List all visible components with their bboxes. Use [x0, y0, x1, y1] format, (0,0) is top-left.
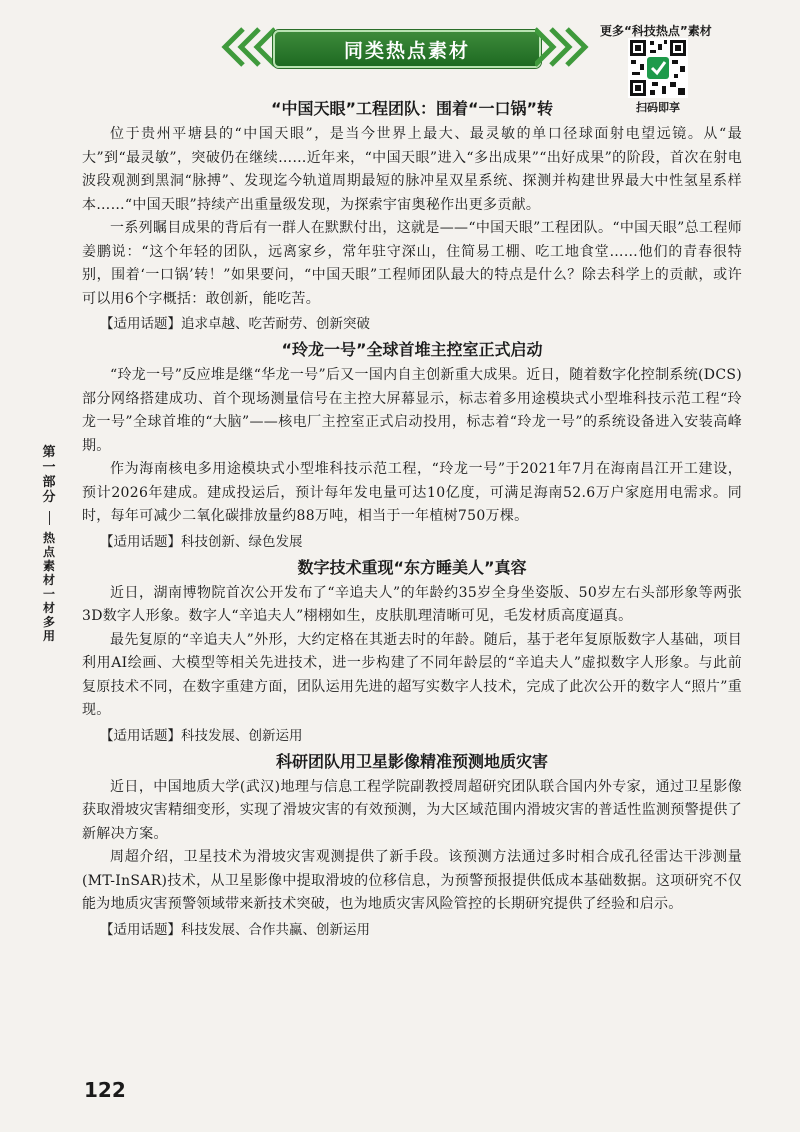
chevron-left-icon — [215, 26, 275, 68]
chevron-right-icon — [535, 26, 595, 68]
qr-code-icon[interactable] — [628, 38, 688, 98]
banner-label-box — [273, 30, 541, 68]
article-fast-team — [82, 98, 742, 335]
article-title: 数字技术重现“东方睡美人”真容 — [297, 557, 527, 577]
side-part-label: 第一部分 — [42, 445, 56, 505]
page-number: 122 — [84, 1078, 126, 1102]
article-paragraph: 位于贵州平塘县的“中国天眼”，是当今世界上最大、最灵敏的单口径球面射电望远镜。从“最大”到“最灵敏”，突破仍在继续……近年来，“中国天眼”进入“多出成果”“出好成果”的阶段，首次在射电波段观测到黑洞“脉搏”、发现迄今轨道周期最短的脉冲星双星系统、探测并构建世界最大中性氢星系样本……“中国天眼”持续产出重量级发现，为探索宇宙奥秘作出更多贡献。 — [82, 126, 742, 213]
article-list — [82, 98, 742, 945]
article-topics: 【适用话题】追求卓越、吃苦耐劳、创新突破 — [100, 316, 370, 332]
article-satellite-geohazard — [82, 751, 742, 941]
side-divider — [49, 511, 50, 525]
article-paragraph: 最先复原的“辛追夫人”外形，大约定格在其逝去时的年龄。随后，基于老年复原版数字人基础，项目利用AI绘画、大模型等相关先进技术，进一步构建了不同年龄层的“辛追夫人”虚拟数字人形象。与此前复原技术不同，在数字重建方面，团队运用先进的超写实数字人技术，完成了此次公开的数字人“照片”重现。 — [82, 631, 742, 718]
article-title: “玲龙一号”全球首堆主控室正式启动 — [281, 340, 543, 359]
article-title: 科研团队用卫星影像精准预测地质灾害 — [275, 751, 548, 771]
qr-caption: 扫码即享 — [636, 101, 680, 114]
article-linglong-one — [82, 339, 742, 553]
side-sub-label: 热点素材一材多用 — [42, 531, 55, 643]
section-banner — [215, 22, 595, 72]
article-paragraph: 一系列瞩目成果的背后有一群人在默默付出，这就是——“中国天眼”工程团队。“中国天眼”总工程师姜鹏说：“这个年轻的团队，远离家乡，常年驻守深山，住简易工棚、吃工地食堂……他们的青春很特别，围着‘一口锅’转！”如果要问，“中国天眼”工程师团队最大的特点是什么？除去科学上的贡献，或许可以用6个字概括：敢创新，能吃苦。 — [82, 220, 742, 307]
article-topics: 【适用话题】科技发展、合作共赢、创新运用 — [100, 921, 370, 938]
article-paragraph: 周超介绍，卫星技术为滑坡灾害观测提供了新手段。该预测方法通过多时相合成孔径雷达干涉测量(MT-InSAR)技术，从卫星影像中提取滑坡的位移信息，为预警预报提供低成本基础数据。这项研究不仅能为地质灾害预警领域带来新技术突破，也为地质灾害风险管控的长期研究提供了经验和启示。 — [82, 849, 742, 912]
banner-title: 同类热点素材 — [343, 39, 470, 62]
article-paragraph: 近日，湖南博物院首次公开发布了“辛追夫人”的年龄约35岁全身坐姿版、50岁左右头部形象等两张3D数字人形象。数字人“辛追夫人”栩栩如生，皮肤肌理清晰可见，毛发材质高度逼真。 — [82, 584, 742, 624]
article-paragraph: “玲龙一号”反应堆是继“华龙一号”后又一国内自主创新重大成果。近日，随着数字化控制系统(DCS)部分网络搭建成功、首个现场测量信号在主控大屏幕显示，标志着多用途模块式小型堆科技示范工程“玲龙一号”全球首堆的“大脑”——核电厂主控室正式启动投用，标志着“玲龙一号”的系统设备进入安装高峰期。 — [82, 367, 742, 454]
side-section-label — [38, 445, 60, 643]
article-sleeping-beauty — [82, 557, 742, 747]
article-topics: 【适用话题】科技创新、绿色发展 — [100, 533, 303, 550]
article-title: “中国天眼”工程团队：围着“一口锅”转 — [270, 99, 554, 118]
qr-title: 更多“科技热点”素材 — [600, 24, 712, 38]
article-paragraph: 作为海南核电多用途模块式小型堆科技示范工程，“玲龙一号”于2021年7月在海南昌江开工建设，预计2026年建成。建成投运后，预计每年发电量可达10亿度，可满足海南52.6万户家庭用电需求。同时，每年可减少二氧化碳排放量约88万吨，相当于一年植树750万棵。 — [82, 461, 742, 524]
article-paragraph: 近日，中国地质大学(武汉)地理与信息工程学院副教授周超研究团队联合国内外专家，通过卫星影像获取滑坡灾害精细变形，实现了滑坡灾害的有效预测，为大区域范围内滑坡灾害的普适性监测预警提供了新解决方案。 — [82, 778, 742, 842]
article-topics: 【适用话题】科技发展、创新运用 — [100, 727, 303, 744]
